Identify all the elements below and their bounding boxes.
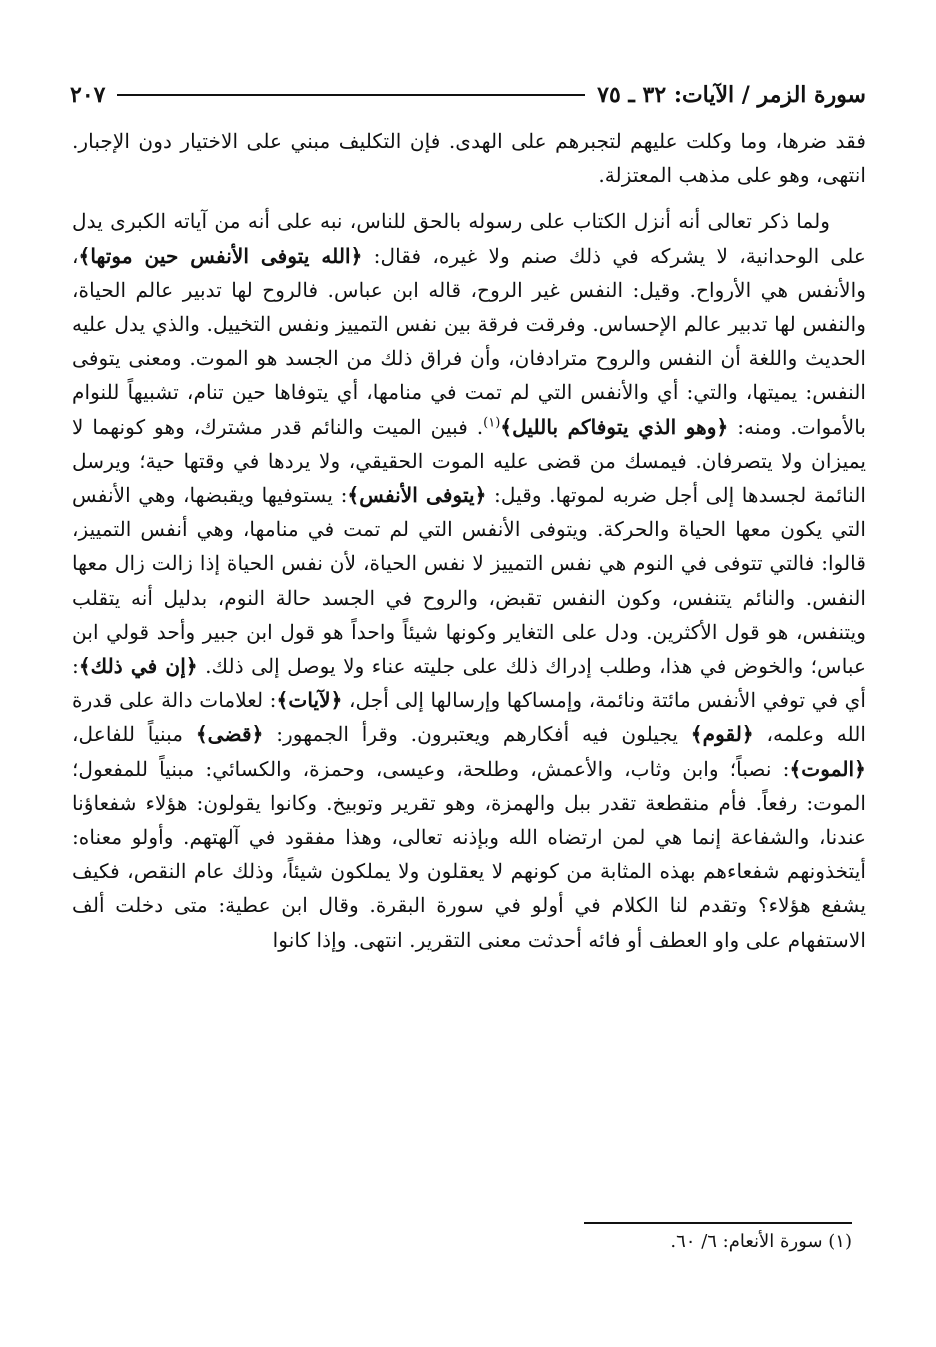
text-run: : يستوفيها ويقبضها، وهي الأنفس التي يكون معها الحياة والحركة. ويتوفى الأنفس التي لم تمت في منامها، وهي أنفس التمييز، قالوا: فالتي تتوفى في النوم هي نفس التمييز لا نفس الحياة، لأن نفس الحياة إذا زالت زال معها النفس. والنائم يتنفس، وكون النفس تقبض، والروح في الجسد حالة النوم، بدليل أنه يتقلب ويتنفس، هو قول الأكثرين. ودل على التغاير وكونها شيئاً واحداً هو قول ابن جبير وأحد قولي ابن عباس؛ والخوض في هذا، وطلب إدراك ذلك على جليته عناء ولا يوصل إلى ذلك. (72, 483, 866, 679)
text-run: ولما ذكر تعالى أنه أنزل الكتاب على رسوله بالحق للناس، نبه على أنه من آياته الكبرى يدل على الوحدانية، لا يشركه في ذلك صنم ولا غيره، فقال: (72, 209, 866, 268)
quran-quote: ﴿الموت﴾ (789, 756, 866, 781)
text-run: يجيلون فيه أفكارهم ويعتبرون. وقرأ الجمهور: (276, 722, 678, 747)
quran-quote: ﴿قضى﴾ (195, 722, 264, 747)
running-header (70, 78, 866, 112)
paragraph-1: فقد ضرها، وما وكلت عليهم لتجبرهم على الهدى. فإن التكليف مبني على الاختيار دون الإجبار. انتهى، وهو على مذهب المعتزلة. (72, 129, 866, 188)
surah-header-title: سورة الزمر / الآيات: ٣٢ ـ ٧٥ (597, 82, 866, 108)
paragraph-2 (72, 204, 866, 956)
text-run: : لعلامات دالة على قدرة الله وعلمه، (72, 688, 867, 747)
quran-quote: ﴿وهو الذي يتوفاكم بالليل﴾ (500, 414, 729, 439)
text-run: . فبين الميت والنائم قدر مشترك، وهو كونهما لا يميزان ولا يتصرفان. فيمسك من قضى عليه الموت الحقيقي، ولا يردها في وقتها حية؛ ويرسل النائمة لجسدها إلى أجل ضربه لموتها. وقيل: (72, 414, 866, 508)
quran-quote: ﴿يتوفى الأنفس﴾ (347, 483, 487, 508)
quran-quote: ﴿إن في ذلك﴾ (78, 654, 198, 679)
footnote-reference[interactable]: (١) (483, 414, 501, 430)
footnote: (١) سورة الأنعام: ٦/ ٦٠. (670, 1231, 852, 1252)
text-run: : نصباً؛ وابن وثاب، والأعمش، وطلحة، وعيسى، وحمزة، والكسائي: مبنياً للمفعول؛ الموت: رفعاً. فأم منقطعة تقدر ببل والهمزة، وهو تقرير وتوبيخ. وكانوا يقولون: هؤلاء شفعاؤنا عندنا، والشفاعة إنما هي لمن ارتضاه الله وبإذنه تعالى، وهذا مفقود في آلهتهم. وأولو معناه: أيتخذونهم شفعاءهم بهذه المثابة من كونهم لا يعقلون ولا يملكون شيئاً، وذلك عام النقص، فكيف يشفع هؤلاء؟ وتقدم لنا الكلام في أولو في سورة البقرة. وقال ابن عطية: متى دخلت ألف الاستفهام على واو العطف أو فائه أحدثت معنى التقرير. انتهى. وإذا كانوا (72, 756, 866, 952)
footnote-rule (584, 1222, 852, 1224)
main-text (72, 124, 866, 957)
text-run: : أي في توفي الأنفس مائتة ونائمة، وإمساكها وإرسالها إلى أجل، (72, 654, 867, 713)
quran-quote: ﴿لآيات﴾ (276, 688, 343, 713)
quran-quote: ﴿الله يتوفى الأنفس حين موتها﴾ (78, 243, 363, 268)
header-rule (117, 94, 585, 96)
quran-quote: ﴿لقوم﴾ (690, 722, 754, 747)
text-run: ، والأنفس هي الأرواح. وقيل: النفس غير الروح، قاله ابن عباس. فالروح لها تدبير عالم الحياة، والنفس لها تدبير عالم الإحساس. وفرقت فرقة بين نفس التمييز ونفس التخييل. والذي يدل عليه الحديث واللغة أن النفس والروح مترادفان، وأن فراق ذلك من الجسد هو الموت. ومعنى يتوفى النفس: يميتها، والتي: أي والأنفس التي لم تمت في منامها، أي يتوفاها حين تنام، تشبيهاً للنوام بالأموات. ومنه: (72, 243, 866, 439)
text-run: مبنياً للفاعل، (72, 722, 184, 747)
page-number: ٢٠٧ (70, 82, 106, 108)
